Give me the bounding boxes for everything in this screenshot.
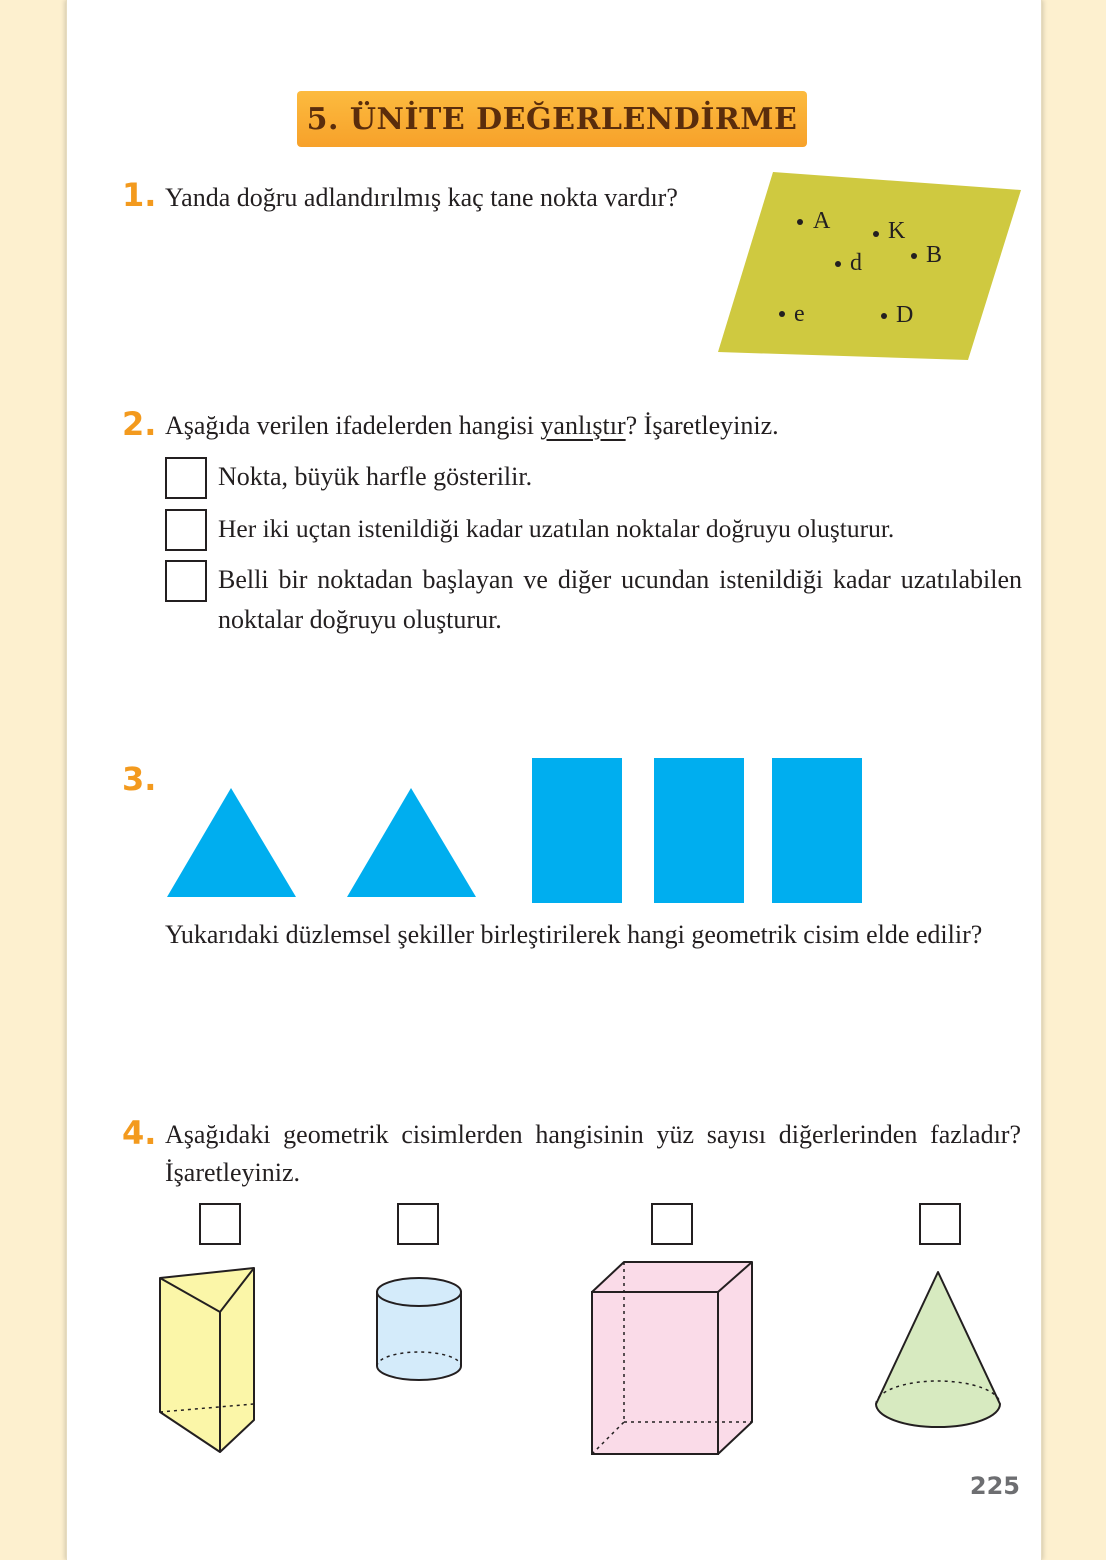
point-label-d-lower: d — [850, 250, 862, 276]
point-e-dot — [779, 311, 785, 317]
rectangular-prism-solid — [588, 1258, 758, 1458]
page-title: 5. ÜNİTE DEĞERLENDİRME — [306, 101, 798, 137]
point-k-dot — [873, 231, 879, 237]
q2-text-after: ? İşaretleyiniz. — [625, 411, 779, 440]
q2-option-1-checkbox[interactable] — [165, 457, 207, 499]
q4-cuboid-checkbox[interactable] — [651, 1203, 693, 1245]
q2-underlined-word: yanlıştır — [540, 411, 626, 440]
point-label-k: K — [888, 218, 906, 244]
cylinder-solid — [372, 1270, 466, 1400]
q2-option-3-checkbox[interactable] — [165, 560, 207, 602]
q3-number: 3. — [122, 760, 157, 798]
q2-question — [165, 407, 1005, 445]
q4-number: 4. — [122, 1114, 157, 1152]
plane-figure — [718, 172, 1022, 362]
q2-number: 2. — [122, 405, 157, 443]
page-number: 225 — [969, 1472, 1020, 1500]
q1-text: Yanda doğru adlandırılmış kaç tane nokta vardır? — [165, 183, 678, 212]
point-label-a: A — [813, 208, 831, 234]
q1-number: 1. — [122, 176, 157, 214]
shape-triangle-2 — [347, 788, 476, 897]
point-d-lower-dot — [835, 261, 841, 267]
point-b-dot — [911, 253, 917, 259]
point-label-d: D — [896, 302, 914, 328]
q4-text: Aşağıdaki geometrik cisimlerden hangisinin yüz sayısı diğerlerinden fazladır? İşaretleyiniz. — [165, 1120, 1021, 1187]
triangular-prism-solid — [150, 1260, 260, 1460]
shape-rectangle-2 — [654, 758, 744, 903]
q4-cone-checkbox[interactable] — [919, 1203, 961, 1245]
q4-cylinder-checkbox[interactable] — [397, 1203, 439, 1245]
point-a-dot — [797, 219, 803, 225]
q2-option-1-text: Nokta, büyük harfle gösterilir. — [218, 462, 533, 491]
shape-rectangle-1 — [532, 758, 622, 903]
plane-shape — [718, 172, 1021, 360]
point-label-e: e — [794, 301, 805, 327]
q3-shapes — [166, 758, 866, 904]
q2-option-2-checkbox[interactable] — [165, 509, 207, 551]
unit-title-banner — [297, 91, 807, 147]
q3-text: Yukarıdaki düzlemsel şekiller birleştirilerek hangi geometrik cisim elde edilir? — [165, 920, 983, 949]
shape-rectangle-3 — [772, 758, 862, 903]
point-label-b: B — [926, 242, 943, 268]
q2-text-before: Aşağıda verilen ifadelerden hangisi — [165, 411, 541, 440]
q2-option-2-text: Her iki uçtan istenildiği kadar uzatılan noktalar doğruyu oluşturur. — [218, 514, 895, 543]
point-d-dot — [881, 313, 887, 319]
q4-prism-checkbox[interactable] — [199, 1203, 241, 1245]
shape-triangle-1 — [167, 788, 296, 897]
q2-option-3-text: Belli bir noktadan başlayan ve diğer ucundan istenildiği kadar uzatılabilen noktalar doğruyu oluşturur. — [218, 565, 1022, 634]
cone-solid — [872, 1268, 1004, 1436]
